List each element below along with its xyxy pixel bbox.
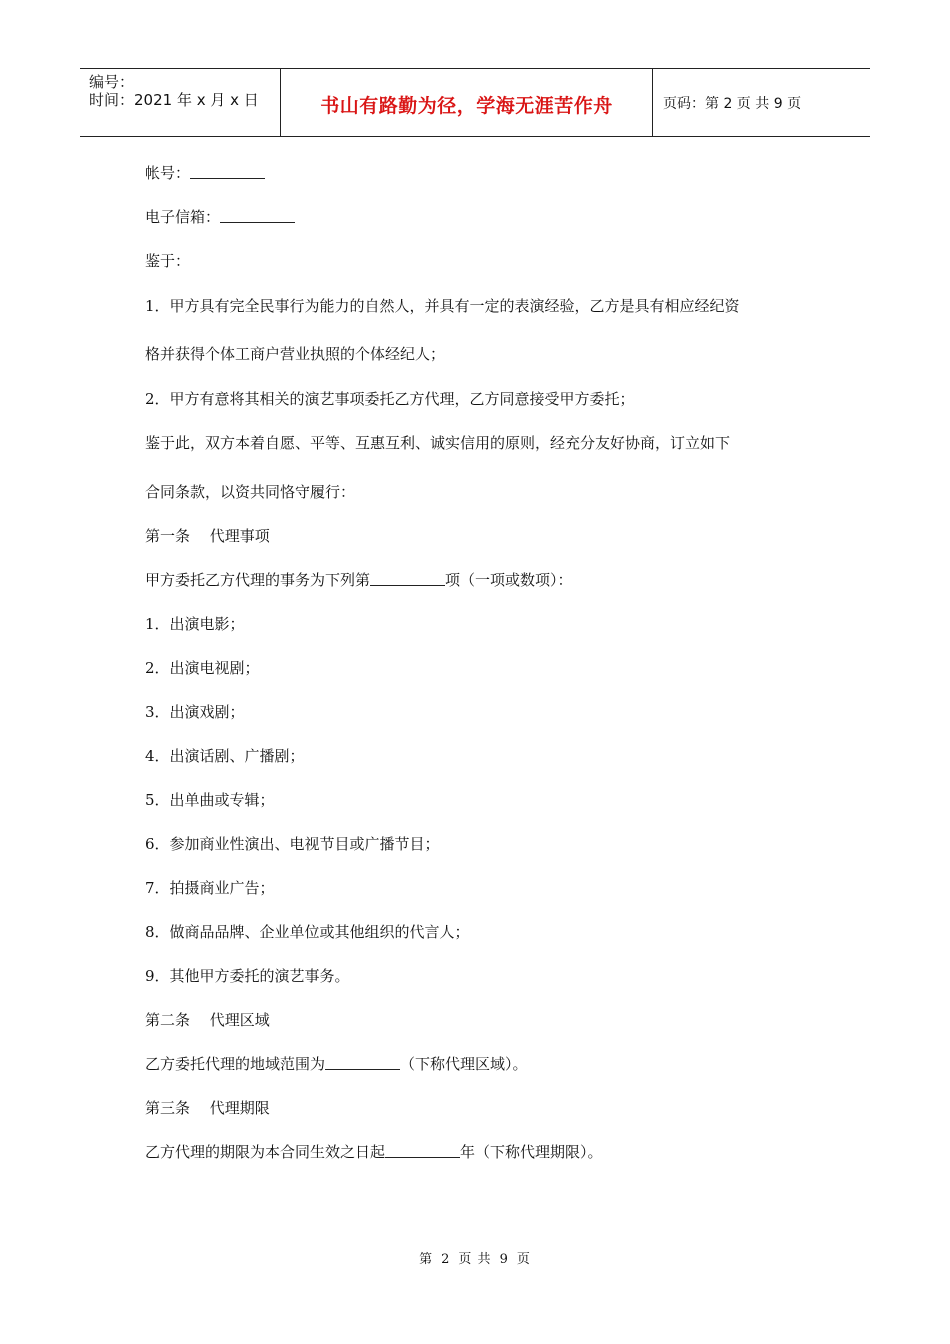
list-item: 4．出演话剧、广播剧；: [145, 747, 305, 765]
list-item: 1．出演电影；: [145, 615, 245, 633]
paragraph-1-line-1: 1．甲方具有完全民事行为能力的自然人，并具有一定的表演经验，乙方是具有相应经纪资: [145, 297, 740, 315]
article-1-title: 第一条 代理事项: [145, 527, 270, 545]
article-1-intro: [145, 569, 573, 590]
article-3-text: [145, 1141, 603, 1162]
email-line: [145, 206, 295, 227]
article-1-intro-after: 项（一项或数项）：: [445, 571, 573, 589]
time-label: 时间：2021 年 x 月 x 日: [89, 91, 259, 109]
region-blank: [325, 1055, 400, 1070]
account-line: [145, 162, 265, 183]
article-2-before: 乙方委托代理的地域范围为: [145, 1055, 326, 1073]
article-3-after: 年（下称代理期限）。: [460, 1143, 603, 1161]
paragraph-3-line-2: 合同条款，以资共同恪守履行：: [145, 483, 356, 501]
list-item: 6．参加商业性演出、电视节目或广播节目；: [145, 835, 440, 853]
page-info: 页码：第 2 页 共 9 页: [663, 95, 802, 112]
paragraph-3-line-1: 鉴于此，双方本着自愿、平等、互惠互利、诚实信用的原则，经充分友好协商，订立如下: [145, 434, 731, 452]
email-label: 电子信箱：: [145, 208, 221, 226]
article-1-intro-before: 甲方委托乙方代理的事务为下列第: [145, 571, 371, 589]
article-2-title: 第二条 代理区域: [145, 1011, 270, 1029]
page-header: [80, 68, 870, 137]
article-2-after: （下称代理区域）。: [400, 1055, 528, 1073]
article-2-text: [145, 1053, 528, 1074]
paragraph-2: 2．甲方有意将其相关的演艺事项委托乙方代理，乙方同意接受甲方委托；: [145, 390, 635, 408]
header-meta: [80, 69, 281, 136]
term-years-blank: [385, 1143, 460, 1158]
article-3-title: 第三条 代理期限: [145, 1099, 270, 1117]
footer-prefix: 第: [419, 1252, 434, 1267]
list-item: 9．其他甲方委托的演艺事务。: [145, 967, 350, 985]
paragraph-1-line-2: 格并获得个体工商户营业执照的个体经纪人；: [145, 345, 446, 363]
list-item: 3．出演戏剧；: [145, 703, 245, 721]
page-footer: [0, 1248, 950, 1267]
footer-page-number: 2: [441, 1252, 451, 1267]
email-blank: [220, 208, 295, 223]
list-item: 7．拍摄商业广告；: [145, 879, 275, 897]
list-item: 2．出演电视剧；: [145, 659, 260, 677]
account-label: 帐号：: [145, 164, 191, 182]
header-motto-cell: [281, 69, 653, 136]
list-item: 5．出单曲或专辑；: [145, 791, 275, 809]
footer-total-pages: 9: [499, 1252, 509, 1267]
article-3-before: 乙方代理的期限为本合同生效之日起: [145, 1143, 386, 1161]
list-item: 8．做商品品牌、企业单位或其他组织的代言人；: [145, 923, 470, 941]
header-page-info-cell: [653, 69, 870, 136]
item-count-blank: [370, 571, 445, 586]
whereas-heading: 鉴于：: [145, 252, 191, 270]
account-blank: [190, 164, 265, 179]
number-label: 编号：: [89, 73, 135, 91]
motto: 书山有路勤为径，学海无涯苦作舟: [320, 95, 613, 117]
footer-mid: 页 共: [458, 1252, 492, 1267]
footer-suffix: 页: [516, 1252, 531, 1267]
